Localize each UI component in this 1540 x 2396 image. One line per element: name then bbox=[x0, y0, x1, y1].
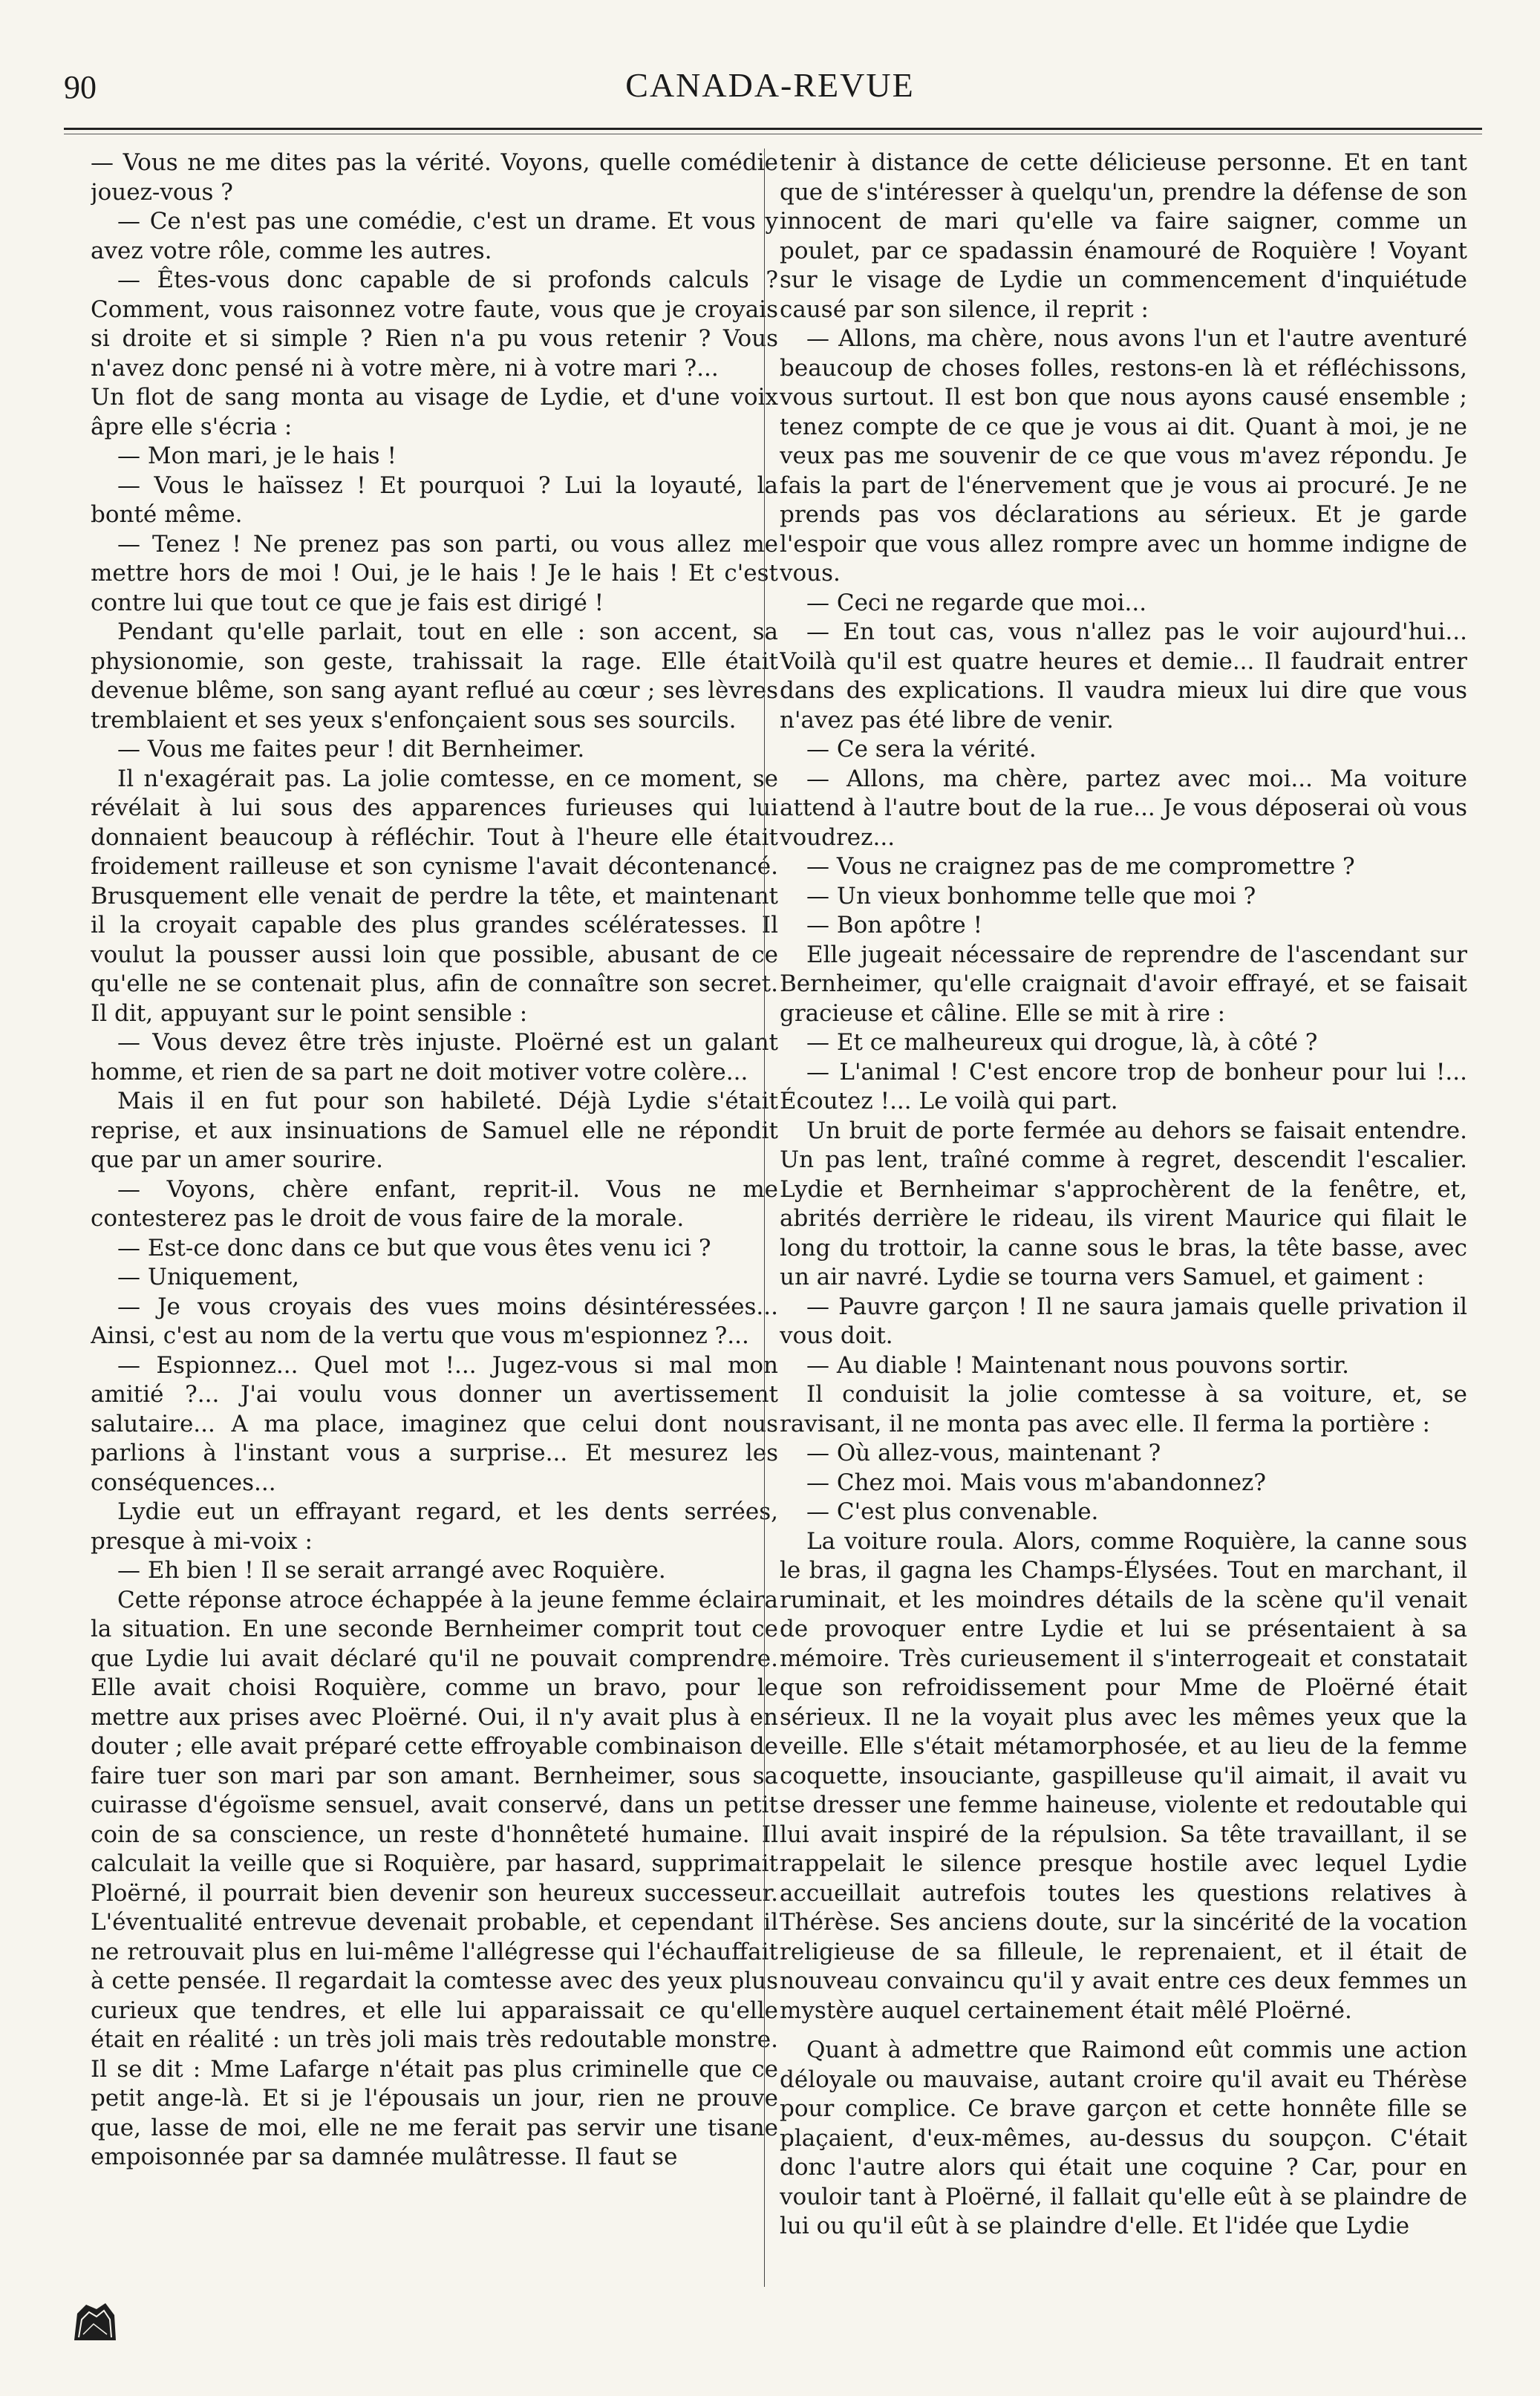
paragraph: Un bruit de porte fermée au dehors se faisait entendre. Un pas lent, traîné comme à regret, descendit l'escalier. Lydie et Bernheimar s'approchèrent de la fenêtre, et, abrités derrière le rideau, ils virent Maurice qui filait le long du trottoir, la canne sous le bras, la tête basse, avec un air navré. Lydie se tourna vers Samuel, et gaiment : bbox=[780, 1117, 1467, 1290]
paragraph: Mais il en fut pour son habileté. Déjà Lydie s'était reprise, et aux insinuations de Samuel elle ne répondit que par un amer sourire. bbox=[91, 1088, 778, 1173]
paragraph: — Ce sera la vérité. bbox=[806, 736, 1037, 763]
right-column bbox=[780, 148, 1467, 2302]
journal-title: CANADA-REVUE bbox=[625, 66, 915, 104]
paragraph: — En tout cas, vous n'allez pas le voir aujourd'hui... Voilà qu'il est quatre heures et demie... Il faudrait entrer dans des explications. Il vaudra mieux lui dire que vous n'avez pas été libre de venir. bbox=[780, 618, 1467, 734]
paragraph: Pendant qu'elle parlait, tout en elle : son accent, sa physionomie, son geste, trahissait la rage. Elle était devenue blême, son sang ayant reflué au cœur ; ses lèvres tremblaient et ses yeux s'enfonçaient sous ses sourcils. bbox=[91, 618, 778, 734]
paragraph: — Ceci ne regarde que moi... bbox=[806, 589, 1147, 616]
paragraph: Il n'exagérait pas. La jolie comtesse, en ce moment, se révélait à lui sous des apparences furieuses qui lui donnaient beaucoup à réfléchir. Tout à l'heure elle était froidement railleuse et son cynisme l'avait décontenancé. Brusquement elle venait de perdre la tête, et maintenant il la croyait capable des plus grandes scélératesses. Il voulut la pousser aussi loin que possible, abusant de ce qu'elle ne se contenait plus, afin de connaître son secret. Il dit, appuyant sur le point sensible : bbox=[91, 765, 778, 1027]
paragraph: La voiture roula. Alors, comme Roquière, la canne sous le bras, il gagna les Champs-Élysées. Tout en marchant, il ruminait, et les moindres détails de la scène qu'il venait de provoquer entre Lydie et lui se présentaient à sa mémoire. Très curieusement il s'interrogeait et constatait que son refroidissement pour Mme de Ploërné était sérieux. Il ne la voyait plus avec les mêmes yeux que la veille. Elle s'était métamorphosée, et au lieu de la femme coquette, insouciante, gaspilleuse qu'il aimait, il avait vu se dresser une femme haineuse, violente et redoutable qui lui avait inspiré de la répulsion. Sa tête travaillant, il se rappelait le silence presque hostile avec lequel Lydie accueillait autrefois toutes les questions relatives à Thérèse. Ses anciens doute, sur la sincérité de la vocation religieuse de sa filleule, le reprenaient, et il était de nouveau convaincu qu'il y avait entre ces deux femmes un mystère auquel certainement était mêlé Ploërné. bbox=[780, 1527, 1467, 2024]
paragraph: — Un vieux bonhomme telle que moi ? bbox=[806, 882, 1256, 910]
paragraph: Un flot de sang monta au visage de Lydie, et d'une voix âpre elle s'écria : bbox=[91, 384, 778, 440]
paragraph: — Tenez ! Ne prenez pas son parti, ou vous allez me mettre hors de moi ! Oui, je le hais ! Je le hais ! Et c'est contre lui que tout ce que je fais est dirigé ! bbox=[91, 530, 778, 616]
paragraph: — Vous ne me dites pas la vérité. Voyons, quelle comédie jouez-vous ? bbox=[91, 149, 778, 206]
left-column bbox=[91, 148, 778, 2302]
paragraph: — L'animal ! C'est encore trop de bonheur pour lui !... Écoutez !... Le voilà qui part. bbox=[780, 1058, 1467, 1114]
paragraph: — Uniquement, bbox=[117, 1264, 300, 1290]
paragraph: — Vous me faites peur ! dit Bernheimer. bbox=[117, 736, 585, 763]
paragraph: Elle jugeait nécessaire de reprendre de l'ascendant sur Bernheimer, qu'elle craignait d'avoir effrayé, et se faisait gracieuse et câline. Elle se mit à rire : bbox=[780, 941, 1467, 1027]
printer-ornament-icon bbox=[71, 2299, 119, 2343]
paragraph: — C'est plus convenable. bbox=[806, 1498, 1099, 1525]
paragraph: — Vous le haïssez ! Et pourquoi ? Lui la loyauté, la bonté même. bbox=[91, 471, 778, 528]
paragraph: — Et ce malheureux qui drogue, là, à côté ? bbox=[806, 1029, 1318, 1056]
paragraph: tenir à distance de cette délicieuse personne. Et en tant que de s'intéresser à quelqu'un, prendre la défense de son innocent de mari qu'elle va faire saigner, comme un poulet, par ce spadassin énamouré de Roquière ! Voyant sur le visage de Lydie un commencement d'inquiétude causé par son silence, il reprit : bbox=[780, 149, 1467, 323]
paragraph: Quant à admettre que Raimond eût commis une action déloyale ou mauvaise, autant croire qu'il avait eu Thérèse pour complice. Ce brave garçon et cette honnête fille se plaçaient, d'eux-mêmes, au-dessus du soupçon. C'était donc l'autre alors qui était une coquine ? Car, pour en vouloir tant à Ploërné, il fallait qu'elle eût à se plaindre de lui ou qu'il eût à se plaindre d'elle. Et l'idée que Lydie bbox=[780, 2037, 1467, 2239]
paragraph: Cette réponse atroce échappée à la jeune femme éclaira la situation. En une seconde Bernheimer comprit tout ce que Lydie lui avait déclaré qu'il ne pouvait comprendre. Elle avait choisi Roquière, comme un bravo, pour le mettre aux prises avec Ploërné. Oui, il n'y avait plus à en douter ; elle avait préparé cette effroyable combinaison de faire tuer son mari par son amant. Bernheimer, sous sa cuirasse d'égoïsme sensuel, avait conservé, dans un petit coin de sa conscience, un reste d'honnêteté humaine. Il calculait la veille que si Roquière, par hasard, supprimait Ploërné, il pourrait bien devenir son heureux successeur. L'éventualité entrevue devenait probable, et cependant il ne retrouvait plus en lui-même l'allégresse qui l'échauffait à cette pensée. Il regardait la comtesse avec des yeux plus curieux que tendres, et elle lui apparaissait ce qu'elle était en réalité : un très joli mais très redoutable monstre. Il se dit : Mme Lafarge n'était pas plus criminelle que ce petit ange-là. Et si je l'épousais un jour, rien ne prouve que, lasse de moi, elle ne me ferait pas servir une tisane empoisonnée par sa damnée mulâtresse. Il faut se bbox=[91, 1586, 778, 2170]
paragraph: — Pauvre garçon ! Il ne saura jamais quelle privation il vous doit. bbox=[780, 1293, 1467, 1349]
paragraph: — Vous devez être très injuste. Ploërné est un galant homme, et rien de sa part ne doit motiver votre colère... bbox=[91, 1029, 778, 1086]
paragraph: Il conduisit la jolie comtesse à sa voiture, et, se ravisant, il ne monta pas avec elle. Il ferma la portière : bbox=[780, 1381, 1467, 1437]
paragraph: — Mon mari, je le hais ! bbox=[117, 443, 397, 469]
paragraph: — Est-ce donc dans ce but que vous êtes venu ici ? bbox=[117, 1234, 711, 1261]
paragraph: — Vous ne craignez pas de me compromettre ? bbox=[806, 853, 1355, 880]
paragraph: — Allons, ma chère, partez avec moi... Ma voiture attend à l'autre bout de la rue... Je vous déposerai où vous voudrez... bbox=[780, 765, 1467, 851]
paragraph: — Êtes-vous donc capable de si profonds calculs ? Comment, vous raisonnez votre faute, vous que je croyais si droite et si simple ? Rien n'a pu vous retenir ? Vous n'avez donc pensé ni à votre mère, ni à votre mari ?... bbox=[91, 267, 778, 382]
header-rule bbox=[64, 128, 1482, 130]
paragraph: — Où allez-vous, maintenant ? bbox=[806, 1440, 1161, 1466]
paragraph: — Bon apôtre ! bbox=[806, 912, 983, 939]
paragraph: — Espionnez... Quel mot !... Jugez-vous si mal mon amitié ?... J'ai voulu vous donner un avertissement salutaire... A ma place, imaginez que celui dont nous parlions à l'instant vous a surprise... Et mesurez les conséquences... bbox=[91, 1351, 778, 1496]
paragraph: — Je vous croyais des vues moins désintéressées... Ainsi, c'est au nom de la vertu que vous m'espionnez ?... bbox=[91, 1293, 778, 1349]
paragraph: — Eh bien ! Il se serait arrangé avec Roquière. bbox=[117, 1557, 666, 1584]
column-divider bbox=[764, 148, 765, 2287]
paragraph: — Ce n'est pas une comédie, c'est un drame. Et vous y avez votre rôle, comme les autres. bbox=[91, 208, 778, 264]
paragraph: — Chez moi. Mais vous m'abandonnez? bbox=[806, 1469, 1266, 1496]
paragraph: — Voyons, chère enfant, reprit-il. Vous ne me contesterez pas le droit de vous faire de la morale. bbox=[91, 1175, 778, 1232]
paragraph: — Au diable ! Maintenant nous pouvons sortir. bbox=[806, 1351, 1349, 1379]
paragraph: — Allons, ma chère, nous avons l'un et l'autre aventuré beaucoup de choses folles, restons-en là et réfléchissons, vous surtout. Il est bon que nous ayons causé ensemble ; tenez compte de ce que je vous ai dit. Quant à moi, je ne veux pas me souvenir de ce que vous m'avez répondu. Je fais la part de l'énervement que je vous ai procuré. Je ne prends pas vos déclarations au sérieux. Et je garde l'espoir que vous allez rompre avec un homme indigne de vous. bbox=[780, 325, 1467, 587]
page-number: 90 bbox=[64, 69, 97, 105]
paragraph: Lydie eut un effrayant regard, et les dents serrées, presque à mi-voix : bbox=[91, 1498, 778, 1555]
